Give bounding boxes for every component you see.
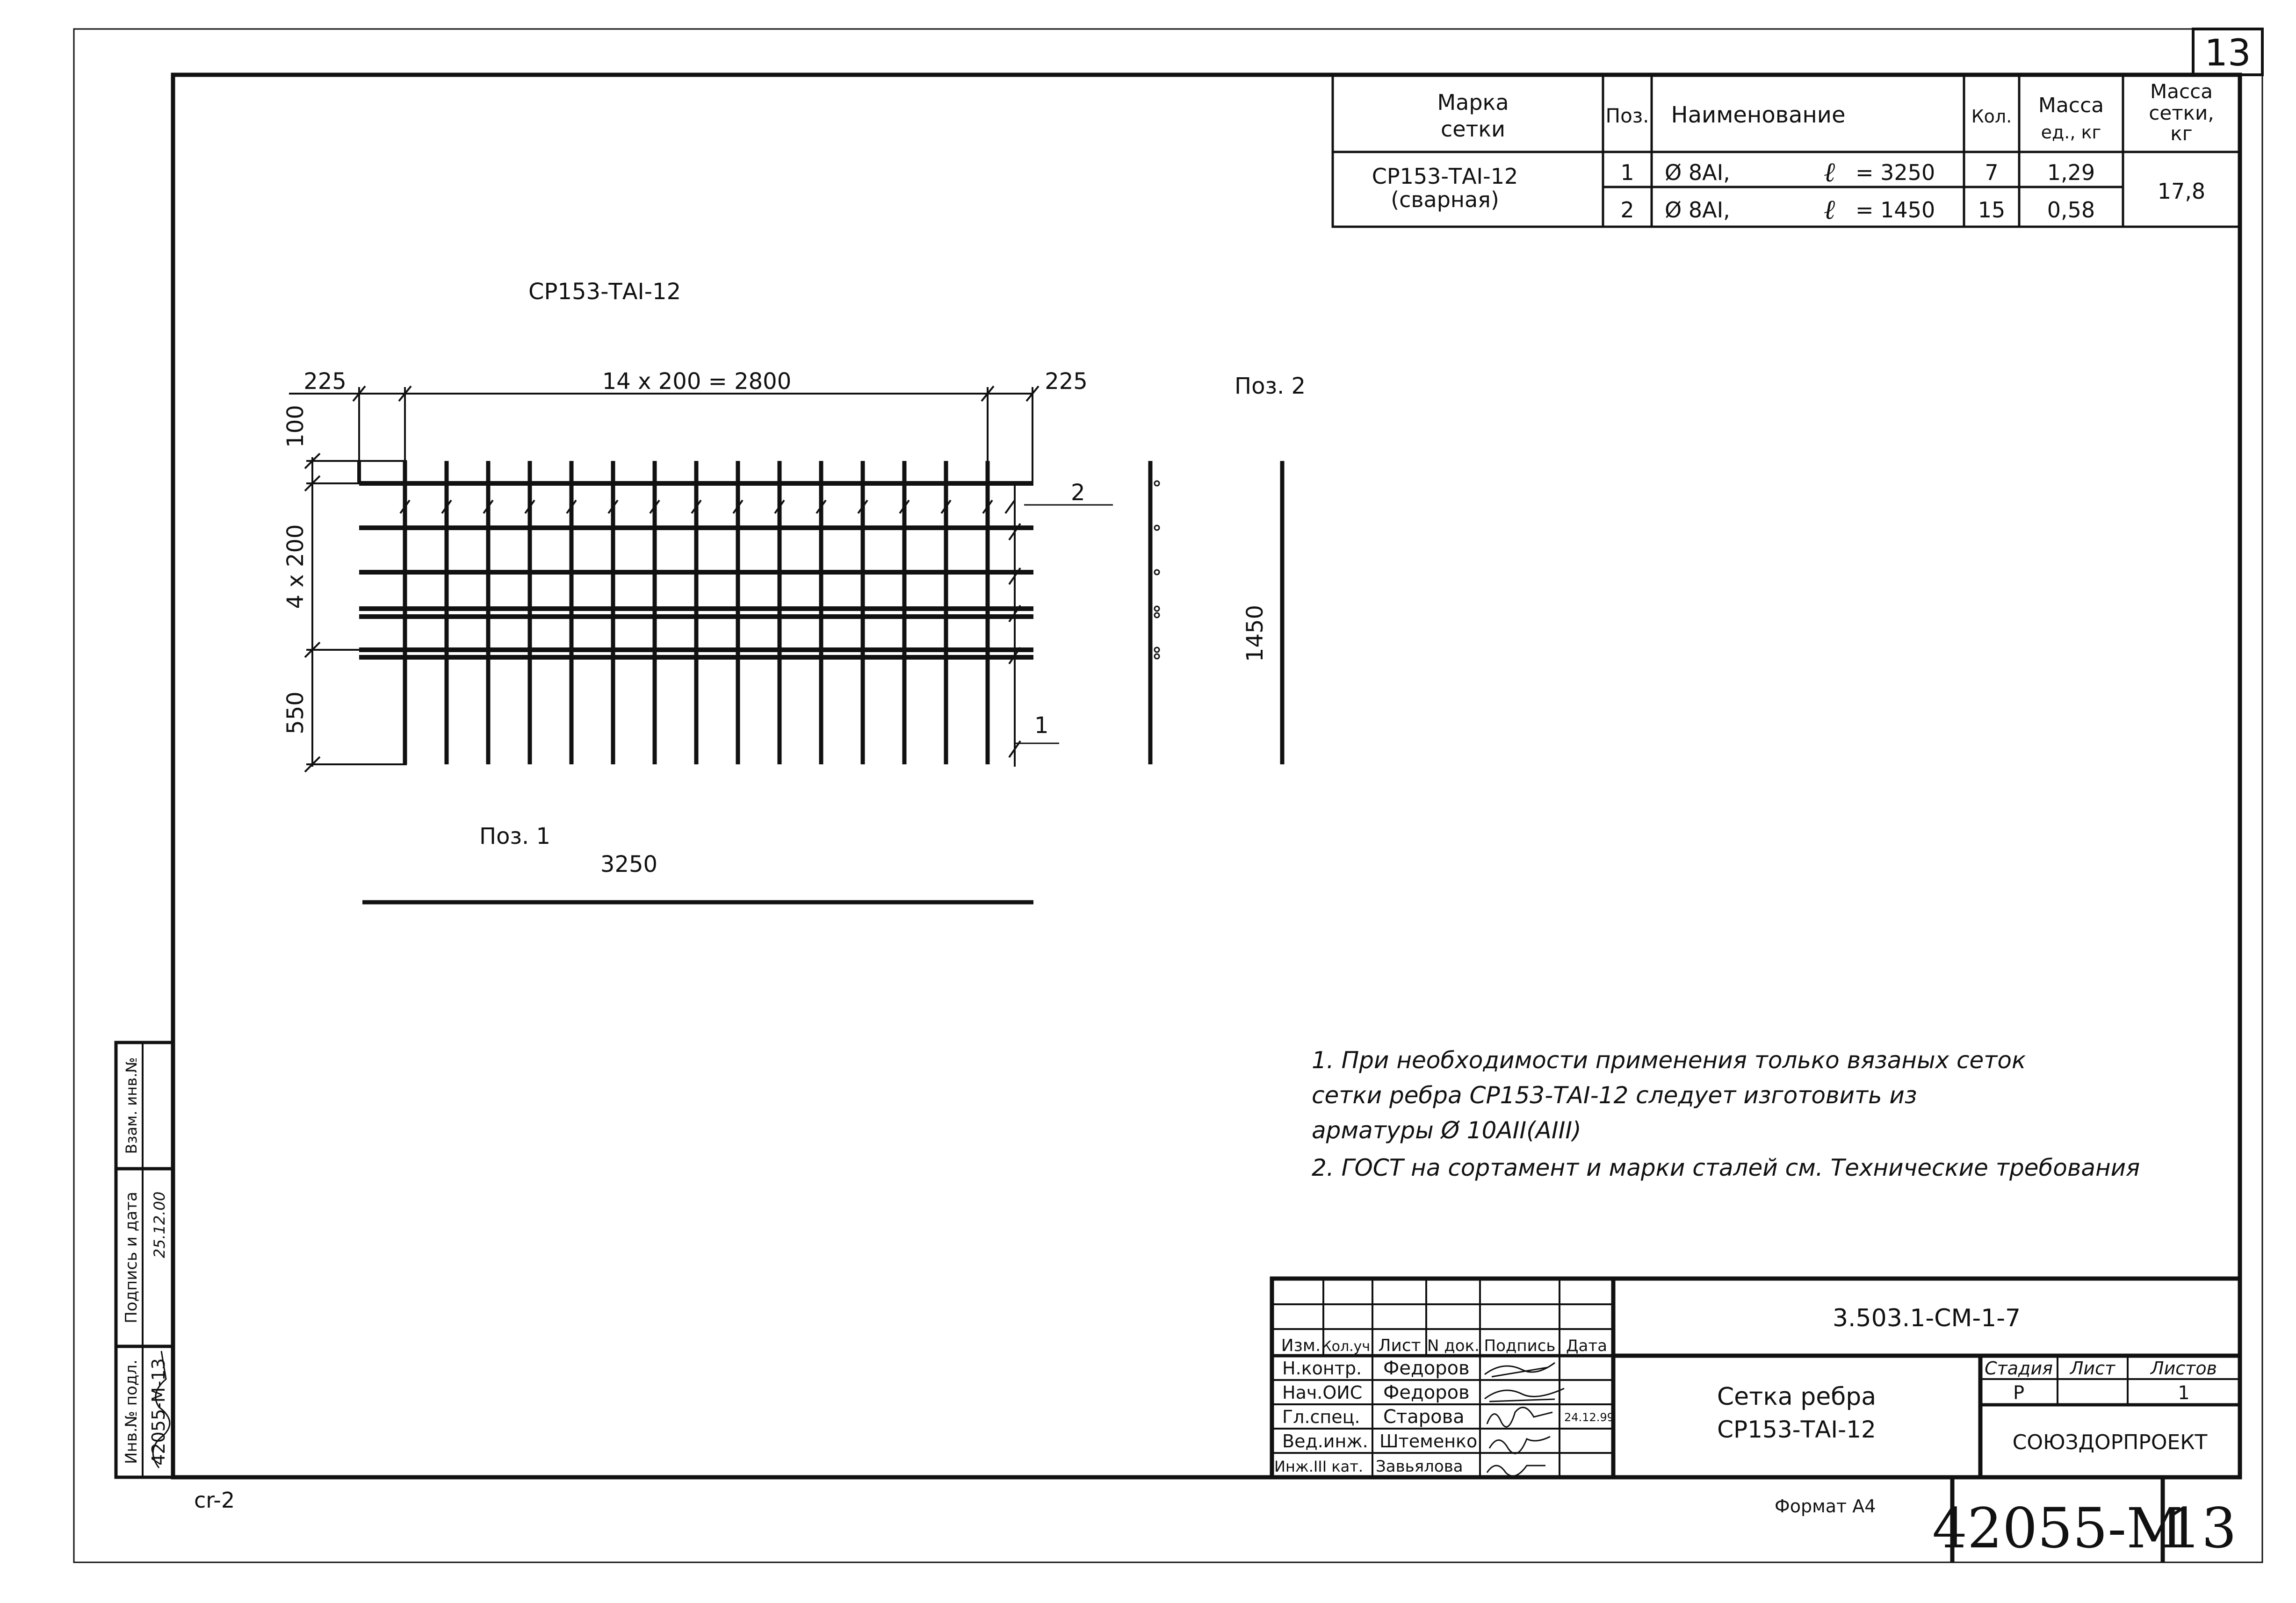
role-4: Вед.инж. [1282,1431,1368,1452]
page-number: 13 [2204,32,2251,74]
row2-len-sym: ℓ [1824,194,1835,225]
stage-header: Стадия [1985,1358,2053,1379]
svg-text:сетки: сетки [1440,116,1506,142]
row2-mass: 0,58 [2047,197,2095,223]
col-ndok: N док. [1427,1337,1480,1355]
inv-label: Инв.№ подл. [122,1359,141,1464]
col-data: Дата [1566,1337,1608,1355]
sheet-title-1: Сетка ребра [1717,1383,1877,1411]
sheets-value: 1 [2178,1382,2190,1404]
sheet-header: Лист [2070,1358,2115,1379]
svg-text:ед., кг: ед., кг [2041,122,2101,143]
name-3: Старова [1383,1406,1465,1428]
row1-len: = 3250 [1856,160,1935,185]
role-5: Инж.III кат. [1274,1458,1364,1475]
dim-v3: 550 [282,691,309,734]
main-frame [173,75,2240,1477]
dim-v1: 100 [282,405,309,448]
row2-qty: 15 [1978,197,2006,223]
sheets-header: Листов [2151,1358,2217,1379]
role-3: Гл.спец. [1282,1407,1360,1427]
col-podpis: Подпись [1484,1337,1556,1355]
svg-text:Марка: Марка [1437,90,1509,115]
note-line-4: 2. ГОСТ на сортамент и марки сталей см. Технические требования [1312,1154,2140,1181]
poz2-label: Поз. 2 [1235,373,1306,399]
col-kol: Кол.уч. [1321,1338,1375,1355]
poz2-len: 1450 [1242,604,1268,662]
header-qty: Кол. [1971,106,2012,127]
organization: СОЮЗДОРПРОЕКТ [2012,1430,2208,1454]
code-big: 42055-M [1932,1496,2183,1560]
name-4: Штеменко [1379,1431,1478,1452]
poz1-len: 3250 [600,851,658,877]
dim-top: 14 x 200 = 2800 [602,368,792,395]
notes [1312,1047,2140,1181]
name-2: Федоров [1383,1382,1470,1403]
row2-diam: Ø 8AI, [1665,197,1730,223]
svg-text:Масса: Масса [2038,93,2104,117]
name-5: Завьялова [1376,1457,1463,1476]
svg-text:сетки,: сетки, [2149,101,2214,124]
outer-frame [74,29,2262,1562]
name-1: Федоров [1383,1358,1470,1379]
sheet-title-2: СР153-ТАI-12 [1717,1416,1876,1443]
sign-value: 25.12.00 [151,1191,168,1258]
mesh-drawing [289,386,1113,772]
col-list: Лист [1378,1336,1421,1355]
row1-pos: 1 [1620,160,1634,185]
poz1-label: Поз. 1 [479,823,551,849]
format-label: Формат А4 [1775,1496,1876,1517]
note-line-2: сетки ребра СР153-ТАI-12 следует изготовить из [1312,1082,1917,1109]
row2-len: = 1450 [1856,197,1935,223]
header-name: Наименование [1671,102,1846,128]
header-pos: Поз. [1605,104,1649,127]
row1-mass: 1,29 [2047,160,2095,185]
svg-text:кг: кг [2170,122,2193,145]
note-line-3: арматуры Ø 10AII(AIII) [1312,1117,1581,1144]
callout-1: 1 [1034,712,1049,739]
row1-len-sym: ℓ [1824,156,1835,188]
row2-pos: 2 [1620,197,1634,223]
code-big-num: 13 [2166,1496,2237,1560]
col-izm: Изм. [1281,1336,1321,1355]
dim-left: 225 [303,368,347,395]
callout-2: 2 [1071,480,1085,506]
bottom-left-mark: cr-2 [194,1488,235,1513]
section-view [1150,461,1159,764]
dim-v2: 4 x 200 [282,524,309,609]
stage-value: Р [2013,1382,2025,1404]
dim-right: 225 [1045,368,1088,395]
svg-text:Масса: Масса [2150,80,2213,103]
inv-value: 42055-М-13 [148,1358,169,1466]
doc-code: 3.503.1-СМ-1-7 [1832,1304,2021,1332]
drawing-title: СР153-ТАI-12 [528,279,681,305]
role-2: Нач.ОИС [1282,1382,1363,1403]
row1-diam: Ø 8AI, [1665,160,1730,185]
title-block-text [1274,1304,2217,1476]
row1-qty: 7 [1985,160,1999,185]
total-mass: 17,8 [2157,179,2206,204]
vzam-label: Взам. инв.№ [123,1057,140,1154]
mesh-mark: СР153-ТАI-12 [1372,164,1518,189]
date-3: 24.12.99 [1564,1411,1614,1424]
sign-label: Подпись и дата [122,1192,141,1323]
role-1: Н.контр. [1282,1358,1362,1379]
note-line-1: 1. При необходимости применения только вязаных сеток [1312,1047,2026,1074]
mesh-type: (сварная) [1391,187,1499,212]
